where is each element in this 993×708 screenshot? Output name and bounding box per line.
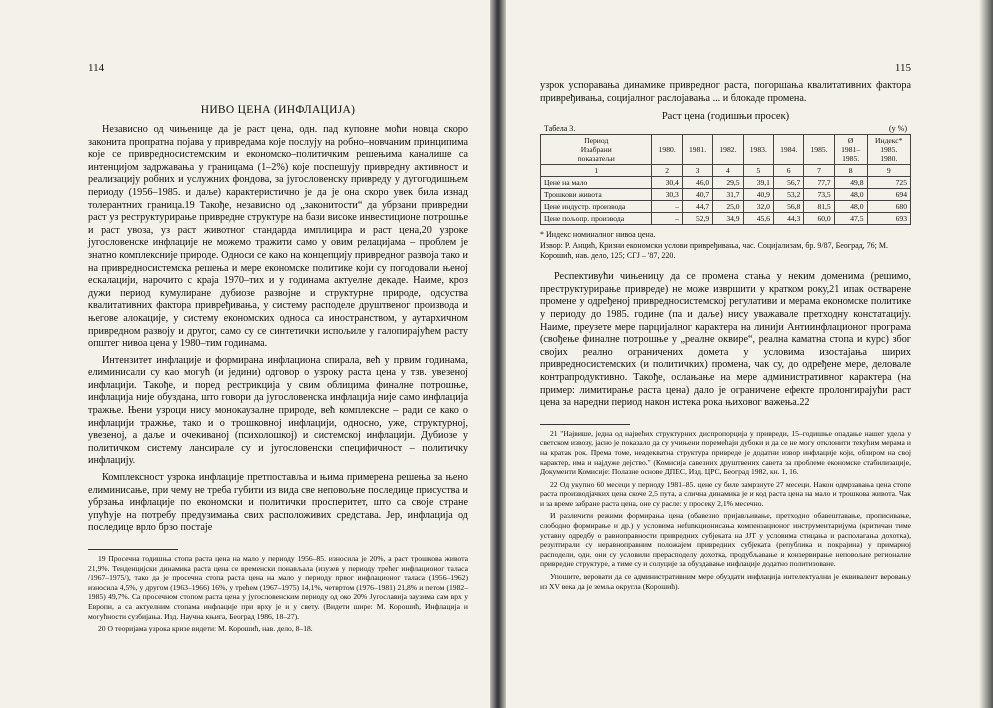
table-cell: 52,9 xyxy=(682,213,712,225)
header-year: 1982. xyxy=(713,135,743,165)
table-source: Извор: Р. Анцић, Кризни економски услови привређивања, час. Социјализам, бр. 9/87, Београд, 76; М. Корошић, нав. дело, 125; СГЈ – '87, 220. xyxy=(540,241,889,261)
table-row xyxy=(541,189,911,201)
footnote-separator xyxy=(540,424,630,425)
table-cell: 32,0 xyxy=(743,201,773,213)
header-indicators: Период Изабрани показатељи xyxy=(541,135,652,165)
table-cell: 39,1 xyxy=(743,177,773,189)
table-note: * Индекс номиналног нивоа цена. xyxy=(540,230,656,240)
table-cell: 680 xyxy=(867,201,911,213)
table-cell: 30,4 xyxy=(652,177,682,189)
column-number: 5 xyxy=(743,165,773,177)
table-cell: 81,5 xyxy=(804,201,834,213)
table-title: Раст цена (годишњи просек) xyxy=(661,111,790,123)
table-cell: 60,0 xyxy=(804,213,834,225)
table-cell: 29,5 xyxy=(713,177,743,189)
table-caption-row xyxy=(544,124,907,133)
table-cell: 77,7 xyxy=(804,177,834,189)
table-cell: 31,7 xyxy=(713,189,743,201)
header-index: Индекс* 1985. 1980. xyxy=(867,135,911,165)
column-number: 7 xyxy=(804,165,834,177)
table-cell: 25,0 xyxy=(713,201,743,213)
page-number-right: 115 xyxy=(894,62,911,74)
row-label: Трошкови живота xyxy=(541,189,652,201)
continued-paragraph: узрок успоравања динамике привредног раста, погоршања квалитативних фактора привређивања, социјалног раслојавања ... и блокаде промена. xyxy=(540,80,911,104)
footnote-separator xyxy=(88,549,178,550)
table-cell: 48,0 xyxy=(834,201,867,213)
table-cell: 48,0 xyxy=(834,189,867,201)
footnote-22-cont: И различити режими формирања цена (обавезно пријављивање, претходно обавештавање, прописивање, слободно формирање и др.) у условима неfunкционисања компензационог инструментаријума (критичан тиме уставну одредбу о равноправности привредних субјеката на ЈЈТ у условима стицања и располагања дохотка), резултирали су неравноправним положајем привредних субјеката (република и покрајина) у примарној расподели, одн. они су условили прерасподелу дохотка, продубљавање и конзервирање неповољне регионалне привредне структуре, а тиме су и солуције за обуздавање инфлације додатно политизоване. xyxy=(540,511,911,569)
header-year: 1981. xyxy=(682,135,712,165)
header-year: 1984. xyxy=(773,135,803,165)
table-unit: (у %) xyxy=(889,124,907,134)
body-paragraph-1: Независно од чињенице да је раст цена, одн. пад куповне моћи новца скоро законита пропратна појава у привредама које послују на робно–новчаним принципима које се привредносистемским и економско–политичким решењима каналише са интенцијом задржавања у границама (1–2%) које поспешују привредну активност и реализацију робних и услужних фондова, за југословенску привреду у дугогодишњем периоду (1956–1985. и даље) карактеристично је да је она скоро увек била изнад толерантних граница.19 Такође, независно од „законитости“ да убрзани привредни раст уз реструктурирање привредне структуре на бази високе инвестиционе потрошње и раст увоза, уз раст животног стандарда имплицира и раст цена,20 узроке југословенске инфлације не можемо тражити само у овим релацијама – проблем је знатно комплексније природе. Односи се како на концепцију привредног развоја тако и на привредносистемска решења и мере економске политике који су погодовали њеној ескалацији, нарочито с краја 1970–тих и у годинама актуелне декаде. Наиме, кроз дужи период кумулиране дубиозе развојне и структурне природе, одсуства квалитативних фактора привређивања, у систему расподеле друштвеног производа и његове алокације, у систему економских односа са иностранством, у аутархичном привредном развоју и другог, само су се синтетички испољиле у галопирајућем расту општег нивоа цена у 1980–тим годинама. xyxy=(88,124,468,350)
table-cell: 694 xyxy=(867,189,911,201)
table-cell: 30,3 xyxy=(652,189,682,201)
footnote-22: 22 Од укупно 60 месеци у периоду 1981–85. цене су биле замрзнуте 27 месеци. Након одмрзавања цена стопе раста производјачких цена скоче 2,5 пута, а слична динамика је и код раста цена на мало и трошкова живота. Чак и за време забране раста цена, оне су расле: у просеку 2,1% месечно. xyxy=(540,479,911,508)
table-cell: 45,6 xyxy=(743,213,773,225)
table-cell: – xyxy=(652,213,682,225)
table-cell: 44,3 xyxy=(773,213,803,225)
table-cell: 46,0 xyxy=(682,177,712,189)
table-cell: 53,2 xyxy=(773,189,803,201)
right-page xyxy=(500,0,993,708)
column-number: 6 xyxy=(773,165,803,177)
footnote-22-end: Упошите, веровати да се административним мере обуздати инфлација интелектуални је еквивалент веровању из XV века да је земља округла (Корошић). xyxy=(540,572,911,591)
table-cell: 44,7 xyxy=(682,201,712,213)
header-year: 1983. xyxy=(743,135,773,165)
table-cell: 56,7 xyxy=(773,177,803,189)
column-number-row xyxy=(541,165,911,177)
footnote-20: 20 О теоријама узрока кризе видети: М. Корошић, нав. дело, 8–18. xyxy=(98,624,313,634)
header-average: Ø 1981– 1985. xyxy=(834,135,867,165)
row-label: Цене индустр. производа xyxy=(541,201,652,213)
footnote-19: 19 Просечна годишња стопа раста цена на мало у периоду 1956–85. износила је 20%, а раст трошкова живота 21,9%. Тенденцијски динамика раста цена се временски понављала (изузев у периоду трећег инфлационог таласа /1967–1975/), тако да је просечна стопа раста цена на мало у периоду првог инфлационог таласа (1956–1962) износила 4,5%, у другом (1963–1966) 16%, у трећем (1967–1975) 14,1%, четвртом (1976–1981) 21,8% и петом (1982–1985) 49,7%. Са просечном стопом раста цена у југословенским периоду од око 20% Југославија заузима сам врх у Европи, а са актуелним стопама инфлације при врху је и у свету. (Видети шире: М. Корошић, Инфлација и могућности сузбијања. Изд. Научна књига, Београд 1986, 18–27). xyxy=(88,554,468,621)
table-header-row xyxy=(541,135,911,165)
body-paragraph-3: Комплексност узрока инфлације претпоставља и њима примерена решења за њено елиминисање, при чему не треба губити из вида све неповољне последице присуства и убрзања инфлације по економски и политички просперитет, што са своје стране упућује на потребу предузимања свих расположивих средстава. Јер, инфлација од последице врло брзо постаје xyxy=(88,472,468,534)
left-page xyxy=(0,0,496,708)
table-cell: 56,8 xyxy=(773,201,803,213)
table-cell: – xyxy=(652,201,682,213)
book-right-edge xyxy=(979,0,993,708)
table-row xyxy=(541,213,911,225)
page-number-left: 114 xyxy=(88,62,105,74)
column-number: 2 xyxy=(652,165,682,177)
column-number: 4 xyxy=(713,165,743,177)
section-heading: НИВО ЦЕНА (ИНФЛАЦИЈА) xyxy=(200,104,356,116)
table-label: Табела 3. xyxy=(544,124,576,134)
body-paragraph-2: Интензитет инфлације и формирана инфлациона спирала, већ у првим годинама, елиминисали су као могућ (и једини) одговор о узроку раста цена у тзв. увезеној инфлацији. Такође, и поред рестрикција у свим облицима финалне потрошње, инфлација није обуздана, што говори да југословенска инфлација није само инфлација тражње. Њени узроци нису монокаузалне природе, већ комплексне – ради се како о инфлацији тражње, тако и о трошковној инфлацији, односно, уже, структурној, увезеној, а даље и очекиваној (психолошкој) и системској инфлацији. Дубиозе у политичком систему лансирале су и југословенски специфичност – политичку инфлацију. xyxy=(88,354,468,467)
price-growth-table xyxy=(540,134,911,225)
column-number: 1 xyxy=(541,165,652,177)
table-cell: 34,9 xyxy=(713,213,743,225)
table-row xyxy=(541,201,911,213)
row-label: Цене пољопр. производа xyxy=(541,213,652,225)
row-label: Цене на мало xyxy=(541,177,652,189)
table-cell: 47,5 xyxy=(834,213,867,225)
book-gutter xyxy=(490,0,506,708)
table-cell: 40,9 xyxy=(743,189,773,201)
footnote-21: 21 "Највише, једна од највећих структурних диспропорција у привреди, 15–годишње опадање нашег удела у светском извозу, јасно је показало да су учињени поремећаји дубоки и да се не могу отклонити текућим мерама и на кратак рок. Према томе, неадекватна структура привреде је додатни извор инфлације који, обзиром на свој карактер, има и најдуже дејство." (Комисија савезних друштвених савета за проблеме економске стабилизације, Документи Комисије: Полазне основе ДПЕС, Изд. ЦРС, Београд 1982, кн. 1, 16. xyxy=(540,428,911,477)
table-cell: 73,5 xyxy=(804,189,834,201)
column-number: 3 xyxy=(682,165,712,177)
table-cell: 693 xyxy=(867,213,911,225)
column-number: 8 xyxy=(834,165,867,177)
table-cell: 49,8 xyxy=(834,177,867,189)
body-paragraph-right: Респективући чињеницу да се промена стања у неким доменима (решимо, преструктурирање привреде) не може извршити у кратком року,21 ипак остварене промене у одређеној привредносистемској регулативи и мерама економске политике у периоду до 1985. године (па и даље) нису уважавале претходну констатацију. Наиме, преузете мере парцијалног карактера на линији Антиинфлационог програма (свођење финалне потрошње у „реалне оквире“, реална каматна стопа и курс) због својих реално ограничених домета у условима изостајања ширих привредносистемских (и политичких) промена, чак су, до одређене мере, деловале контрапродуктивно. Такође, ослањање на мере административног карактера (на пример: лимитирање раста цена) дало је ограничене ефекте пролонгирајући раст цена за наредни период након истека рока њиховог важења.22 xyxy=(540,271,911,409)
table-cell: 40,7 xyxy=(682,189,712,201)
table-row xyxy=(541,177,911,189)
table-cell: 725 xyxy=(867,177,911,189)
header-year: 1980. xyxy=(652,135,682,165)
header-year: 1985. xyxy=(804,135,834,165)
column-number: 9 xyxy=(867,165,911,177)
